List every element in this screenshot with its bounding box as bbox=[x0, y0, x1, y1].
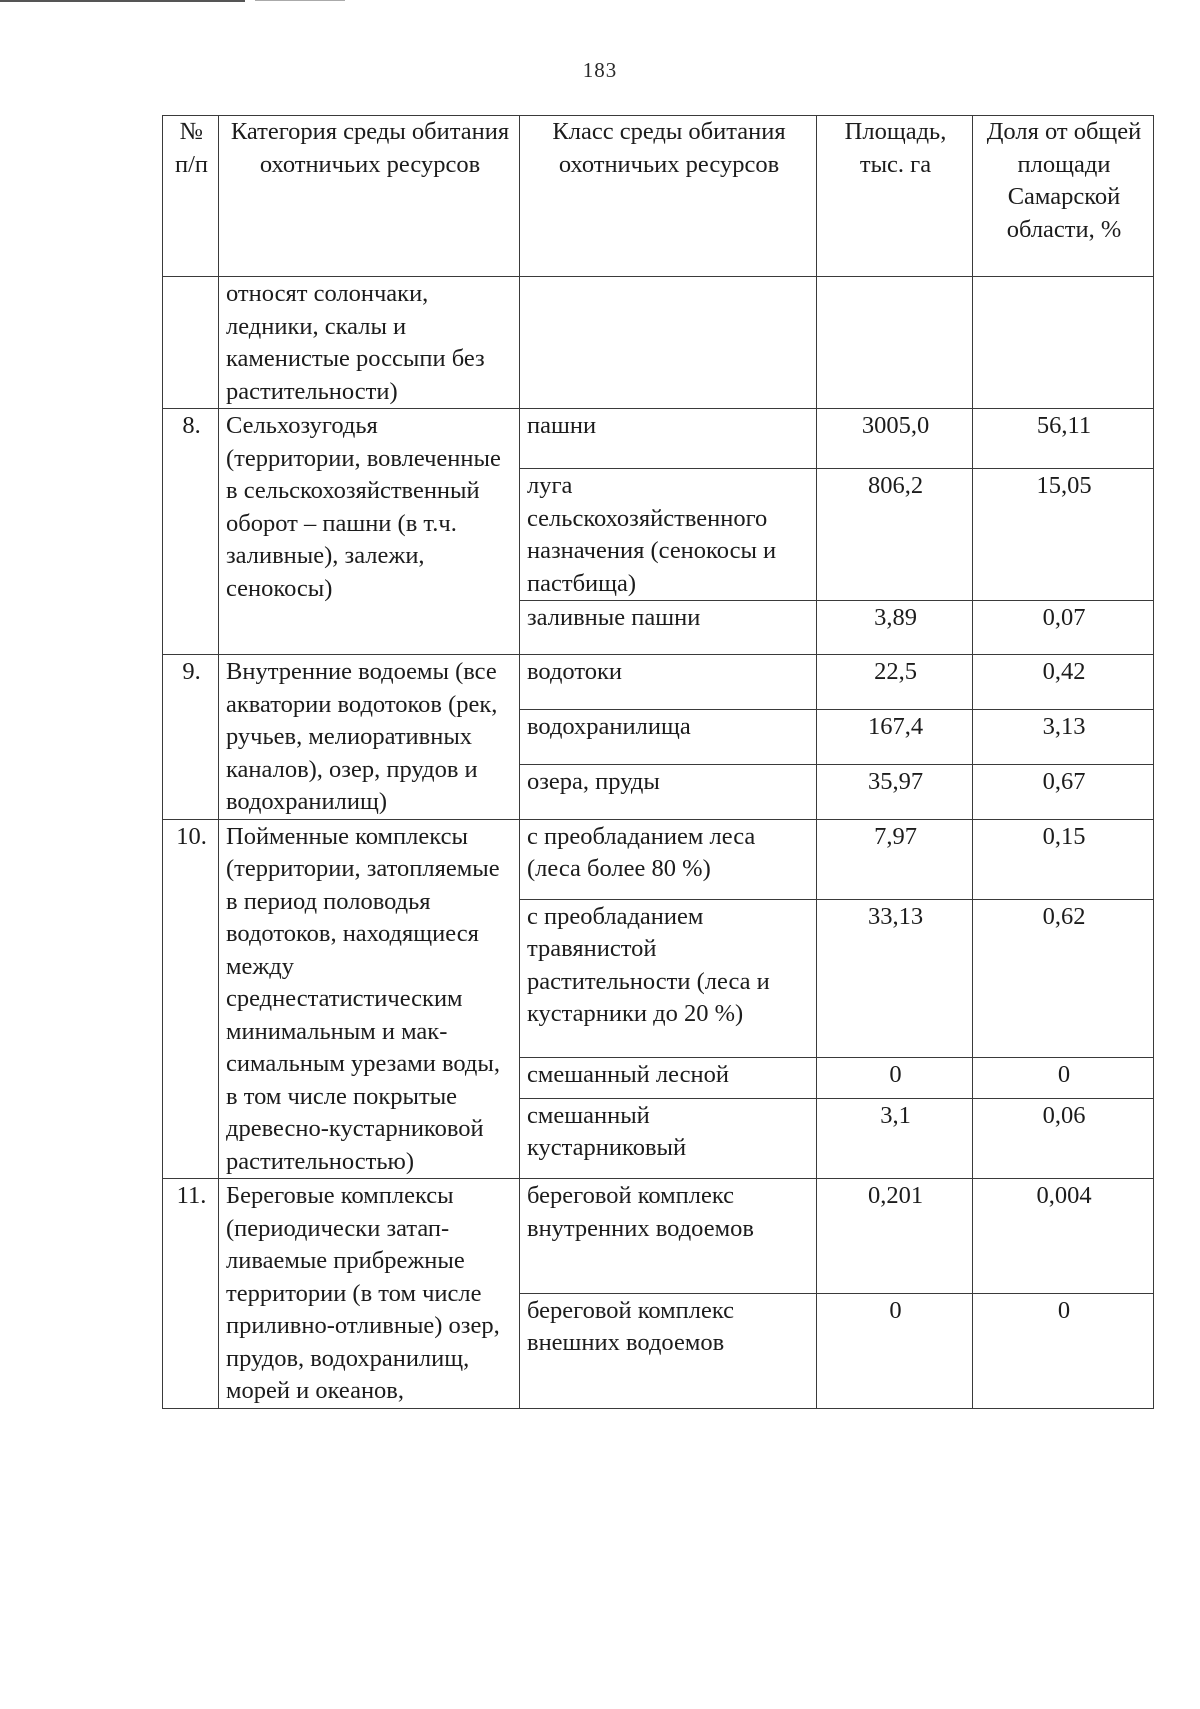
table-row bbox=[163, 1179, 1154, 1294]
table-row bbox=[163, 819, 1154, 899]
row-share: 56,11 bbox=[973, 409, 1154, 469]
row-number: 10. bbox=[163, 819, 219, 1179]
row-share: 0,15 bbox=[973, 819, 1154, 899]
continuation-num bbox=[163, 277, 219, 409]
header-row bbox=[163, 116, 1154, 277]
header-share: Доля от общей площади Самарской области, % bbox=[973, 116, 1154, 277]
row-share: 15,05 bbox=[973, 469, 1154, 601]
row-category: Сельхозугодья (территории, вовлеченные в сельскохозяйственный оборот – пашни (в т.ч. заливные), залежи, сенокосы) bbox=[219, 409, 520, 655]
row-class: озера, пруды bbox=[520, 764, 817, 819]
row-area: 0 bbox=[817, 1293, 973, 1408]
row-class: водотоки bbox=[520, 655, 817, 710]
table-row bbox=[163, 409, 1154, 469]
row-share: 0 bbox=[973, 1057, 1154, 1098]
row-area: 35,97 bbox=[817, 764, 973, 819]
scan-edge-mark-faint bbox=[255, 0, 345, 1]
table-row bbox=[163, 655, 1154, 710]
header-area: Площадь, тыс. га bbox=[817, 116, 973, 277]
continuation-area bbox=[817, 277, 973, 409]
row-class: береговой комплекс внутренних водоемов bbox=[520, 1179, 817, 1294]
page-number: 183 bbox=[582, 58, 618, 82]
row-area: 806,2 bbox=[817, 469, 973, 601]
row-category: Пойменные комплексы (территории, затопляемые в период половодья водотоков, находящиеся между среднестатистическим минимальным и мак-симальным урезами воды, в том числе покрытые древесно-кустарниковой растительностью) bbox=[219, 819, 520, 1179]
row-area: 22,5 bbox=[817, 655, 973, 710]
row-area: 33,13 bbox=[817, 899, 973, 1057]
header-class: Класс среды обитания охотничьих ресурсов bbox=[520, 116, 817, 277]
continuation-class bbox=[520, 277, 817, 409]
row-category: Внутренние водоемы (все акватории водотоков (рек, ручьев, мелиоративных каналов), озер, прудов и водохранилищ) bbox=[219, 655, 520, 820]
row-share: 0,07 bbox=[973, 601, 1154, 655]
row-area: 0,201 bbox=[817, 1179, 973, 1294]
row-share: 0,62 bbox=[973, 899, 1154, 1057]
row-area: 0 bbox=[817, 1057, 973, 1098]
row-class: с преобладанием травянистой растительности (леса и кустарники до 20 %) bbox=[520, 899, 817, 1057]
continuation-category: относят солончаки, ледники, скалы и каменистые россыпи без растительности) bbox=[219, 277, 520, 409]
row-category: Береговые комплексы (периодически затап-ливаемые прибрежные территории (в том числе приливно-отливные) озер, прудов, водохранилищ, морей и океанов, bbox=[219, 1179, 520, 1409]
row-class: с преобладанием леса (леса более 80 %) bbox=[520, 819, 817, 899]
row-area: 3005,0 bbox=[817, 409, 973, 469]
continuation-row bbox=[163, 277, 1154, 409]
header-category: Категория среды обитания охотничьих ресурсов bbox=[219, 116, 520, 277]
row-area: 7,97 bbox=[817, 819, 973, 899]
row-area: 167,4 bbox=[817, 709, 973, 764]
row-class: береговой комплекс внешних водоемов bbox=[520, 1293, 817, 1408]
row-share: 0,06 bbox=[973, 1098, 1154, 1178]
row-share: 3,13 bbox=[973, 709, 1154, 764]
row-number: 9. bbox=[163, 655, 219, 820]
row-area: 3,89 bbox=[817, 601, 973, 655]
row-class: смешанный кустарниковый bbox=[520, 1098, 817, 1178]
row-class: смешанный лесной bbox=[520, 1057, 817, 1098]
row-area: 3,1 bbox=[817, 1098, 973, 1178]
habitat-table bbox=[162, 115, 1154, 1409]
header-num: № п/п bbox=[163, 116, 219, 277]
row-class: заливные пашни bbox=[520, 601, 817, 655]
row-class: водохранилища bbox=[520, 709, 817, 764]
row-share: 0,67 bbox=[973, 764, 1154, 819]
row-number: 8. bbox=[163, 409, 219, 655]
row-class: пашни bbox=[520, 409, 817, 469]
row-number: 11. bbox=[163, 1179, 219, 1409]
row-share: 0,004 bbox=[973, 1179, 1154, 1294]
scan-edge-mark bbox=[0, 0, 245, 2]
row-share: 0,42 bbox=[973, 655, 1154, 710]
row-share: 0 bbox=[973, 1293, 1154, 1408]
row-class: луга сельскохозяйственного назначения (сенокосы и пастбища) bbox=[520, 469, 817, 601]
continuation-share bbox=[973, 277, 1154, 409]
